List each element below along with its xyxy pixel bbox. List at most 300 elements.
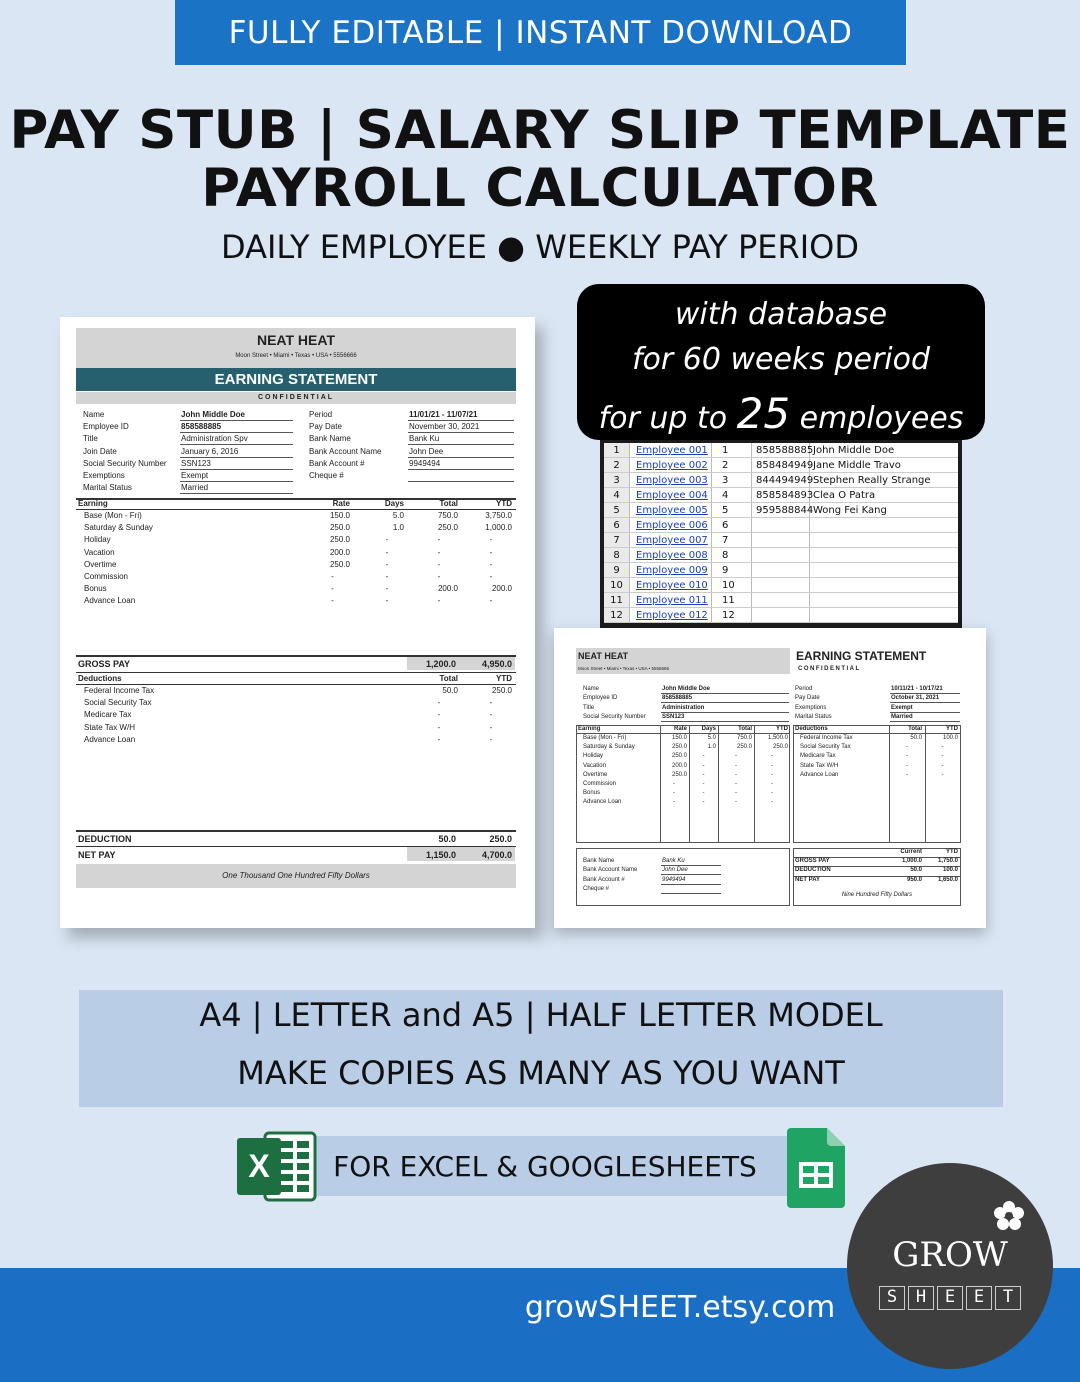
company-name-small: NEAT HEAT xyxy=(578,651,629,661)
earning-value: 1,500.0 xyxy=(767,735,788,741)
earning-value: 250.0 xyxy=(437,523,458,533)
net-label: NET PAY xyxy=(78,850,116,860)
info-value: 11/01/21 - 11/07/21 xyxy=(409,410,478,419)
employee-name: Wong Fei Kang xyxy=(813,504,887,516)
info-value: Exempt xyxy=(891,704,913,711)
database-row[interactable] xyxy=(604,443,958,458)
employee-id: 3 xyxy=(712,473,752,487)
deduction-label: DEDUCTION xyxy=(78,834,132,844)
deduction-header: Total xyxy=(439,674,458,683)
info-label: Employee ID xyxy=(83,422,129,432)
earning-name: Base (Mon - Fri) xyxy=(583,735,627,741)
earning-name: Overtime xyxy=(583,771,608,778)
employee-id: 11 xyxy=(712,593,752,607)
info-label: Exemptions xyxy=(795,704,827,711)
title-line-2: PAYROLL CALCULATOR xyxy=(201,158,879,219)
earning-value: 3,750.0 xyxy=(485,511,512,520)
info-value: Married xyxy=(891,713,913,720)
info-label: Employee ID xyxy=(583,695,618,702)
deduction-name: Advance Loan xyxy=(84,734,136,744)
deduction-value: - xyxy=(906,771,908,778)
earning-value: - xyxy=(735,771,737,778)
underline xyxy=(180,469,293,470)
underline xyxy=(890,712,960,713)
employee-link[interactable]: Employee 007 xyxy=(630,533,712,547)
underline xyxy=(180,493,293,494)
underline xyxy=(408,432,514,433)
shop-url[interactable]: growSHEET.etsy.com xyxy=(524,1290,836,1325)
earning-value: - xyxy=(771,790,773,797)
deduction-value: 50.0 xyxy=(910,735,922,741)
deduction-header: Total xyxy=(908,726,922,732)
deduction-header: YTD xyxy=(496,674,512,683)
underline xyxy=(661,693,789,694)
excel-icon xyxy=(237,1129,317,1204)
info-label: Marital Status xyxy=(795,713,832,720)
employee-id: 7 xyxy=(712,533,752,547)
earning-name: Overtime xyxy=(84,559,117,569)
earning-value: - xyxy=(735,762,737,769)
earning-value: - xyxy=(673,781,675,787)
info-label: Bank Account Name xyxy=(309,446,382,456)
logo-letter: T xyxy=(995,1286,1021,1310)
deduction-value: - xyxy=(941,771,944,778)
callout-line-3: for up to 25 employees xyxy=(598,389,964,438)
earning-header: Rate xyxy=(673,726,687,732)
info-value: January 6, 2016 xyxy=(181,446,239,456)
employee-link[interactable]: Employee 011 xyxy=(630,593,712,607)
bank-label: Bank Account # xyxy=(583,876,625,883)
earning-header: Days xyxy=(701,726,716,732)
flower-icon xyxy=(992,1199,1026,1233)
database-row[interactable] xyxy=(604,533,958,548)
gross-ytd: 4,950.0 xyxy=(481,659,512,669)
underline xyxy=(408,469,514,470)
earning-value: - xyxy=(735,753,737,760)
account-number: 959588844 xyxy=(752,503,810,517)
divider xyxy=(76,684,516,685)
employee-id: 2 xyxy=(712,458,752,472)
deduction-value: - xyxy=(489,734,493,744)
account-number: 858584893 xyxy=(752,488,810,502)
database-row[interactable] xyxy=(604,608,958,623)
deduction-value: - xyxy=(906,744,908,751)
earning-value: - xyxy=(437,572,441,581)
employee-name: Stephen Really Strange xyxy=(813,474,931,486)
deduction-value: - xyxy=(437,710,441,720)
bank-label: Bank Account Name xyxy=(583,867,638,874)
top-banner: FULLY EDITABLE | INSTANT DOWNLOAD xyxy=(175,0,906,65)
earning-header: YTD xyxy=(776,726,788,732)
statement-title: EARNING STATEMENT xyxy=(214,371,378,388)
account-number xyxy=(752,548,810,562)
format-line: A4 | LETTER and A5 | HALF LETTER MODEL xyxy=(199,996,883,1034)
bank-value: 9949494 xyxy=(662,876,686,883)
bank-value: Bank Ku xyxy=(662,858,685,864)
earning-value: 250.0 xyxy=(329,559,350,569)
summary-header: YTD xyxy=(946,849,958,855)
gross-label: GROSS PAY xyxy=(78,659,131,669)
info-label: Join Date xyxy=(83,446,117,456)
divider xyxy=(76,830,516,832)
database-row[interactable] xyxy=(604,518,958,533)
earning-value: 5.0 xyxy=(707,735,716,741)
database-row[interactable] xyxy=(604,578,958,593)
deduction-value: 50.0 xyxy=(442,686,458,695)
deduction-name: Medicare Tax xyxy=(84,710,132,720)
deduction-header: Deductions xyxy=(78,674,122,683)
earning-value: 250.0 xyxy=(671,744,687,751)
deduction-value: - xyxy=(437,734,441,744)
growsheet-logo xyxy=(847,1163,1053,1369)
database-row[interactable] xyxy=(604,458,958,473)
row-number: 11 xyxy=(604,593,630,607)
earning-name: Bonus xyxy=(84,584,107,594)
info-label: Marital Status xyxy=(83,483,132,493)
column-line xyxy=(925,725,926,843)
database-row[interactable] xyxy=(604,473,958,488)
underline xyxy=(408,481,514,482)
underline xyxy=(661,702,789,703)
info-value: John Dee xyxy=(409,446,444,456)
info-label: Pay Date xyxy=(309,422,342,432)
earning-value: - xyxy=(702,753,705,760)
row-number: 8 xyxy=(604,548,630,562)
earning-value: - xyxy=(735,790,737,797)
deduction-value: 100.0 xyxy=(942,735,958,741)
company-address-small: Moon Street • Miami • Texas • USA • 5556666 xyxy=(578,666,670,671)
info-value: 858588885 xyxy=(181,422,222,432)
earning-value: 250.0 xyxy=(329,535,350,545)
earning-value: - xyxy=(771,799,773,806)
earning-value: - xyxy=(771,753,773,760)
underline xyxy=(661,874,721,875)
bank-label: Bank Name xyxy=(583,858,615,864)
account-number xyxy=(752,518,810,532)
earning-value: - xyxy=(673,799,675,806)
account-number: 858484949 xyxy=(752,458,810,472)
company-name: NEAT HEAT xyxy=(256,332,336,348)
employee-link[interactable]: Employee 006 xyxy=(630,518,712,532)
earning-header: Days xyxy=(384,499,404,508)
deduction-name: Social Security Tax xyxy=(84,698,152,708)
row-number: 2 xyxy=(604,458,630,472)
format-info-box xyxy=(79,990,1003,1107)
underline xyxy=(661,893,721,894)
earning-value: - xyxy=(702,762,705,769)
underline xyxy=(408,457,514,458)
info-value: 9949494 xyxy=(409,458,441,468)
earning-value: - xyxy=(489,559,493,569)
employee-link[interactable]: Employee 009 xyxy=(630,563,712,577)
logo-letter: E xyxy=(937,1286,963,1310)
deduction-value: - xyxy=(941,744,944,751)
earning-value: 250.0 xyxy=(671,753,687,760)
earning-value: - xyxy=(702,771,705,778)
software-text: FOR EXCEL & GOOGLESHEETS xyxy=(333,1149,757,1183)
earning-value: - xyxy=(331,596,334,606)
logo-letter: H xyxy=(908,1286,934,1310)
summary-ytd: 100.0 xyxy=(942,867,958,874)
row-number: 7 xyxy=(604,533,630,547)
earning-header: Earning xyxy=(78,499,108,508)
info-label: Exemptions xyxy=(83,471,125,480)
info-value: SSN123 xyxy=(181,458,211,468)
info-value: Administration xyxy=(662,704,705,711)
earning-header: Total xyxy=(738,726,752,732)
row-number: 6 xyxy=(604,518,630,532)
summary-label: DEDUCTION xyxy=(795,867,831,874)
column-line xyxy=(718,725,719,843)
employee-id: 1 xyxy=(712,443,752,457)
info-value: John Middle Doe xyxy=(662,686,710,692)
summary-ytd: 1,750.0 xyxy=(937,858,958,864)
deduction-name: Federal Income Tax xyxy=(800,735,853,741)
database-row[interactable] xyxy=(604,563,958,578)
deduction-header: YTD xyxy=(946,726,958,732)
deduction-value: - xyxy=(437,698,441,708)
gross-total: 1,200.0 xyxy=(425,659,456,669)
employee-link[interactable]: Employee 003 xyxy=(630,473,712,487)
deduction-box xyxy=(793,725,961,843)
earning-value: - xyxy=(331,572,334,581)
earning-value: 250.0 xyxy=(329,523,350,533)
earning-value: - xyxy=(702,781,705,787)
column-line xyxy=(754,725,755,843)
info-label: Name xyxy=(583,686,600,692)
account-number: 858588885 xyxy=(752,443,810,457)
earning-value: 1.0 xyxy=(392,523,404,533)
summary-ytd: 1,650.0 xyxy=(937,876,958,883)
account-number xyxy=(752,563,810,577)
summary-current: 50.0 xyxy=(910,867,922,874)
earning-value: - xyxy=(489,596,493,606)
earning-value: - xyxy=(437,547,441,557)
underline xyxy=(890,693,960,694)
earning-name: Bonus xyxy=(583,790,601,797)
earning-value: - xyxy=(331,584,334,594)
database-row[interactable] xyxy=(604,593,958,608)
info-label: Social Security Number xyxy=(83,458,167,468)
employee-link[interactable]: Employee 005 xyxy=(630,503,712,517)
deduction-value: - xyxy=(489,710,493,720)
divider xyxy=(76,509,516,510)
deduction-name: Medicare Tax xyxy=(800,753,836,760)
divider xyxy=(76,672,516,673)
info-label: Pay Date xyxy=(795,695,820,702)
copies-line: MAKE COPIES AS MANY AS YOU WANT xyxy=(237,1054,845,1092)
earning-value: - xyxy=(489,572,493,581)
svg-text:X: X xyxy=(248,1148,270,1184)
earning-value: - xyxy=(385,535,389,545)
earning-value: - xyxy=(771,762,773,769)
underline xyxy=(180,481,293,482)
info-label: Title xyxy=(83,434,98,444)
earning-value: - xyxy=(489,535,493,545)
account-number xyxy=(752,533,810,547)
summary-current: 1,000.0 xyxy=(901,858,922,864)
earning-name: Saturday & Sunday xyxy=(84,523,153,533)
confidential-label: CONFIDENTIAL xyxy=(257,394,335,401)
earning-name: Saturday & Sunday xyxy=(583,744,635,751)
callout-line-2: for 60 weeks period xyxy=(631,342,931,377)
earning-value: - xyxy=(489,547,493,557)
earning-value: 1,000.0 xyxy=(485,523,512,533)
employee-link[interactable]: Employee 010 xyxy=(630,578,712,592)
row-number: 12 xyxy=(604,608,630,622)
earning-value: 200.0 xyxy=(329,547,350,557)
callout-line-1: with database xyxy=(674,297,888,332)
deduction-name: Social Security Tax xyxy=(800,744,851,751)
earning-header: Earning xyxy=(578,726,601,732)
earning-name: Advance Loan xyxy=(583,799,622,806)
database-callout xyxy=(577,284,985,440)
deduction-name: Advance Loan xyxy=(800,771,839,778)
info-value: 858588885 xyxy=(662,695,693,702)
earning-name: Commission xyxy=(84,572,129,581)
info-value: Married xyxy=(181,483,209,493)
underline xyxy=(408,420,514,421)
earning-value: - xyxy=(673,790,675,797)
earning-name: Holiday xyxy=(84,535,111,545)
employee-link[interactable]: Employee 012 xyxy=(630,608,712,622)
employee-id: 12 xyxy=(712,608,752,622)
underline xyxy=(661,865,721,866)
info-label: Cheque # xyxy=(309,471,344,480)
pay-stub-sheet-small xyxy=(554,628,986,928)
employee-id: 5 xyxy=(712,503,752,517)
earning-name: Base (Mon - Fri) xyxy=(84,511,142,520)
deduction-value: - xyxy=(489,698,493,708)
row-number: 1 xyxy=(604,443,630,457)
earning-value: 250.0 xyxy=(736,744,752,751)
employee-name: Clea O Patra xyxy=(813,489,876,501)
earning-value: - xyxy=(735,799,737,806)
info-label: Name xyxy=(83,410,105,419)
statement-title-small: EARNING STATEMENT xyxy=(796,649,927,663)
info-value: 10/11/21 - 10/17/21 xyxy=(891,686,943,692)
employee-id: 4 xyxy=(712,488,752,502)
underline xyxy=(180,457,293,458)
database-row[interactable] xyxy=(604,488,958,503)
title-line-1: PAY STUB | SALARY SLIP TEMPLATE xyxy=(9,100,1071,161)
underline xyxy=(180,420,293,421)
deduction-name: Federal Income Tax xyxy=(84,686,155,695)
earning-value: 750.0 xyxy=(437,511,458,520)
column-line xyxy=(689,725,690,843)
bank-value: John Dee xyxy=(662,867,688,874)
underline xyxy=(661,721,789,722)
deduction-total: 50.0 xyxy=(438,834,456,844)
info-value: October 31, 2021 xyxy=(891,695,940,702)
confidential-small: CONFIDENTIAL xyxy=(798,666,861,672)
database-row[interactable] xyxy=(604,503,958,518)
earning-value: - xyxy=(702,799,705,806)
earning-header: Total xyxy=(439,499,458,508)
deduction-value: - xyxy=(489,722,493,732)
info-label: Period xyxy=(309,410,333,419)
row-number: 4 xyxy=(604,488,630,502)
underline xyxy=(661,884,721,885)
bank-label: Cheque # xyxy=(583,885,610,892)
employee-id: 10 xyxy=(712,578,752,592)
underline xyxy=(890,702,960,703)
google-sheets-icon xyxy=(787,1128,845,1208)
underline xyxy=(180,432,293,433)
logo-word: GROW xyxy=(892,1235,1008,1275)
earning-name: Vacation xyxy=(84,547,115,557)
deduction-value: - xyxy=(906,762,908,769)
software-bar xyxy=(300,1136,790,1196)
amount-in-words-small: Nine Hundred Fifty Dollars xyxy=(841,892,913,898)
account-number xyxy=(752,608,810,622)
pay-stub-sheet-large xyxy=(60,317,535,928)
earning-value: 5.0 xyxy=(392,511,404,520)
underline xyxy=(890,721,960,722)
amount-in-words: One Thousand One Hundred Fifty Dollars xyxy=(222,871,370,880)
deduction-name: State Tax W/H xyxy=(800,762,839,769)
info-label: Title xyxy=(583,704,595,711)
deduction-header: Deductions xyxy=(795,726,828,732)
row-number: 9 xyxy=(604,563,630,577)
info-label: Period xyxy=(795,686,813,692)
earning-value: 150.0 xyxy=(671,735,687,741)
logo-letter: S xyxy=(879,1286,905,1310)
earning-value: - xyxy=(385,559,389,569)
account-number xyxy=(752,578,810,592)
deduction-value: - xyxy=(941,753,944,760)
employee-name: John Middle Doe xyxy=(813,444,895,456)
info-value: SSN123 xyxy=(662,713,685,720)
database-row[interactable] xyxy=(604,548,958,563)
earning-value: 250.0 xyxy=(772,744,788,751)
earning-value: - xyxy=(771,771,773,778)
company-address: Moon Street • Miami • Texas • USA • 5556666 xyxy=(235,353,357,359)
employee-link[interactable]: Employee 002 xyxy=(630,458,712,472)
earning-name: Vacation xyxy=(583,762,606,769)
earning-value: 200.0 xyxy=(491,584,512,594)
employee-id: 8 xyxy=(712,548,752,562)
info-label: Social Security Number xyxy=(583,713,646,720)
employee-link[interactable]: Employee 008 xyxy=(630,548,712,562)
deduction-value: 250.0 xyxy=(491,686,512,695)
logo-letters xyxy=(879,1286,1021,1310)
earning-name: Commission xyxy=(583,781,617,787)
earning-value: 150.0 xyxy=(329,511,350,520)
earning-name: Holiday xyxy=(583,753,604,760)
deduction-value: - xyxy=(437,722,441,732)
column-line xyxy=(889,725,890,843)
net-ytd: 4,700.0 xyxy=(481,850,512,860)
summary-current: 950.0 xyxy=(906,876,922,883)
employee-name: Jane Middle Travo xyxy=(813,459,901,471)
info-value: John Middle Doe xyxy=(181,410,245,419)
info-value: November 30, 2021 xyxy=(409,422,480,432)
employee-link[interactable]: Employee 001 xyxy=(630,443,712,457)
info-value: Bank Ku xyxy=(409,434,440,444)
account-number xyxy=(752,593,810,607)
employee-link[interactable]: Employee 004 xyxy=(630,488,712,502)
earning-value: - xyxy=(771,781,773,787)
row-number: 10 xyxy=(604,578,630,592)
account-number: 844494949 xyxy=(752,473,810,487)
deduction-name: State Tax W/H xyxy=(84,722,135,732)
employee-id: 6 xyxy=(712,518,752,532)
divider xyxy=(793,733,961,734)
info-label: Bank Name xyxy=(309,434,351,444)
earning-value: - xyxy=(735,781,737,787)
earning-value: - xyxy=(437,596,441,606)
